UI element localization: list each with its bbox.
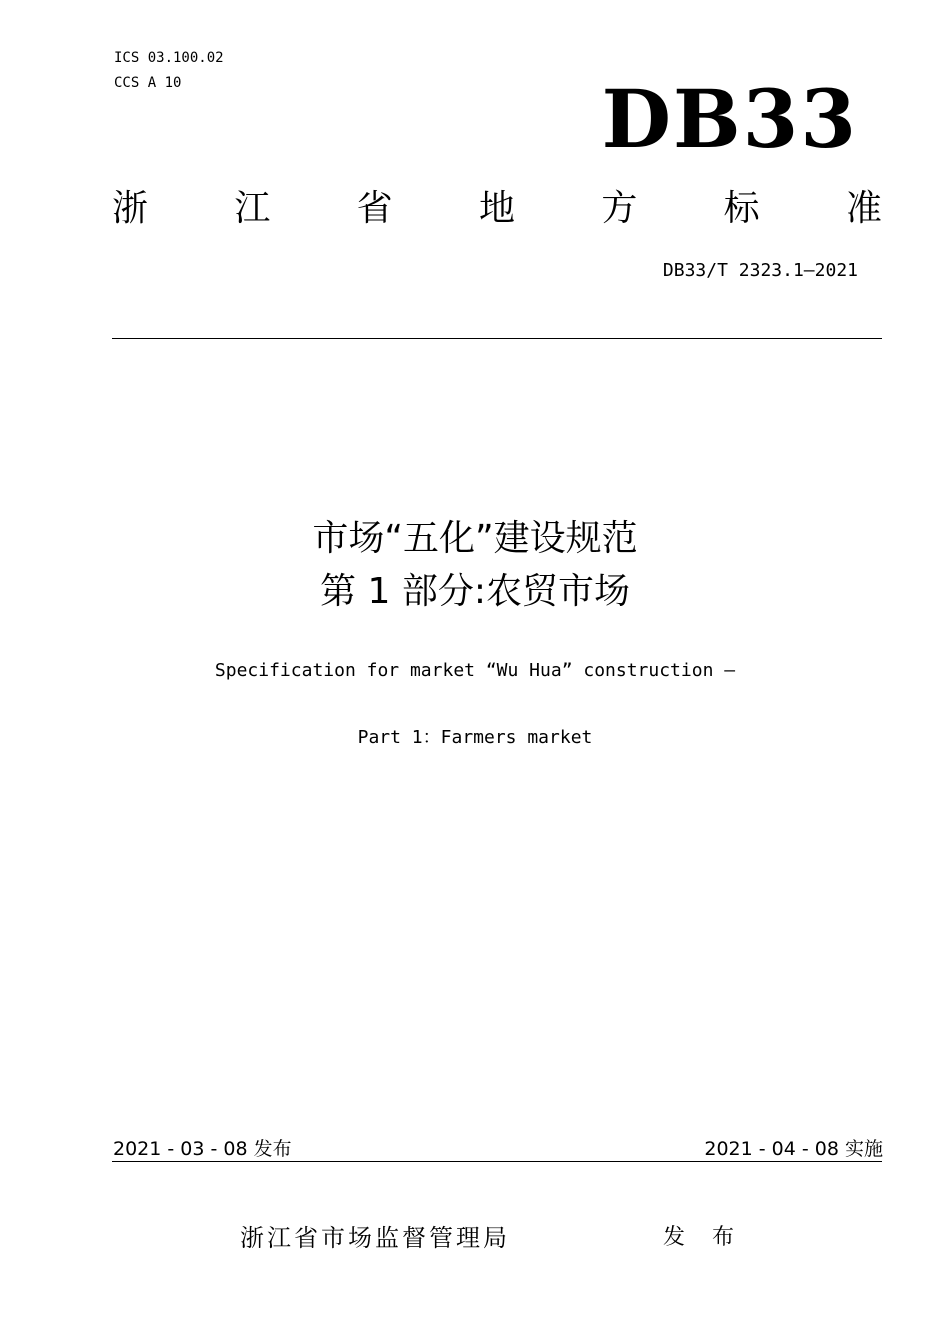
issuing-authority: 浙江省市场监督管理局	[240, 1224, 510, 1252]
issue-date: 2021 - 03 - 08 发布	[113, 1138, 292, 1160]
title-en-line2: Part 1：Farmers market	[357, 727, 593, 748]
standard-kind-char: 标	[723, 188, 760, 229]
standard-number: DB33/T 2323.1—2021	[662, 260, 858, 281]
db33-logo: DB33	[601, 72, 858, 166]
standard-kind-char: 江	[234, 188, 271, 229]
issue-label: 发 布	[663, 1225, 744, 1250]
ccs-code: CCS A 10	[114, 75, 182, 91]
standard-kind-char: 准	[845, 188, 882, 229]
title-en-line1: Specification for market “Wu Hua” construction —	[214, 660, 736, 681]
standard-kind-char: 方	[601, 188, 638, 229]
standard-kind-char: 浙	[112, 188, 149, 229]
standard-kind-heading	[112, 186, 882, 232]
title-zh-line1: 市场“五化”建设规范	[312, 518, 638, 559]
ics-code: ICS 03.100.02	[114, 50, 224, 66]
standard-kind-char: 地	[478, 188, 515, 229]
standard-kind-char: 省	[356, 188, 393, 229]
title-zh-line2: 第 1 部分:农贸市场	[320, 571, 630, 612]
implementation-date: 2021 - 04 - 08 实施	[704, 1138, 883, 1160]
footer-divider	[112, 1161, 882, 1162]
header-divider	[112, 338, 882, 339]
